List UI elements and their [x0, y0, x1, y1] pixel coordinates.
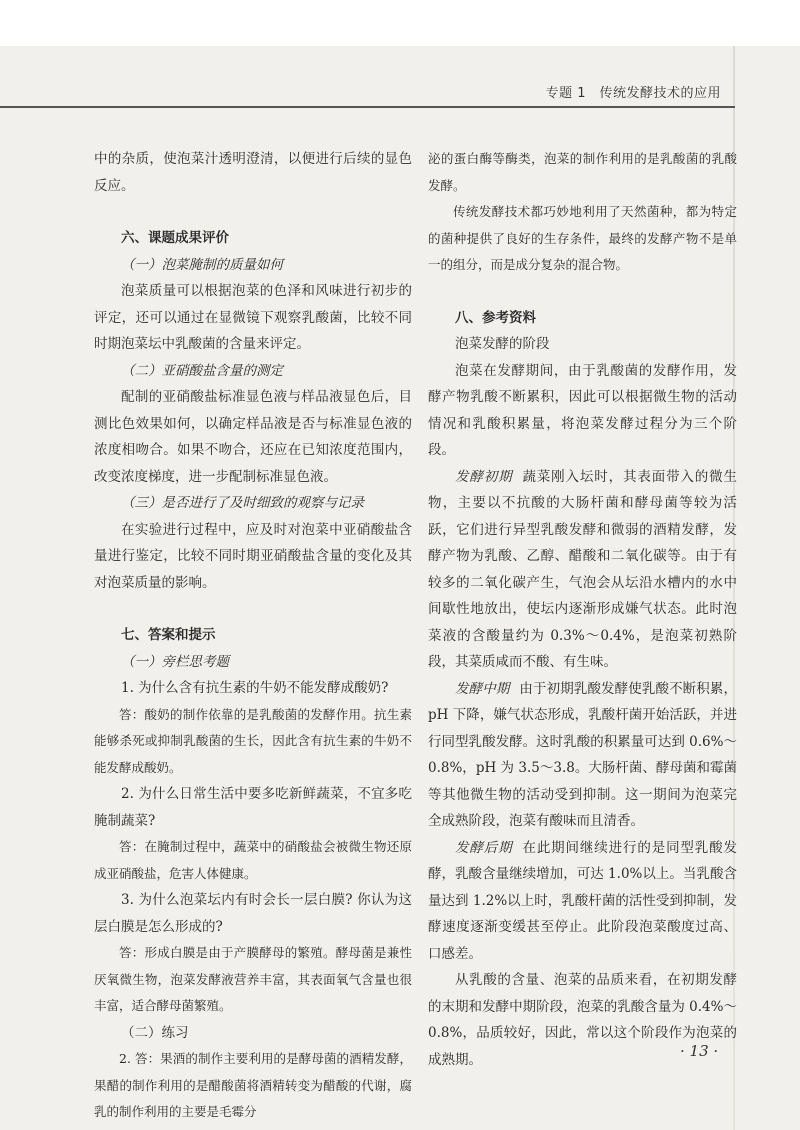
- header-title: 专题 1 传统发酵技术的应用: [545, 86, 721, 101]
- reference-title: 泡菜发酵的阶段: [455, 336, 550, 352]
- answer-1: 答：酸奶的制作依靠的是乳酸菌的发酵作用。抗生素能够杀死或抑制乳酸菌的生长，因此含有抗生素的牛奶不能发酵成酸奶。: [94, 706, 412, 775]
- stage-1-text: 蔬菜刚入坛时，其表面带入的微生物，主要以不抗酸的大肠杆菌和酵母菌等较为活跃，它们进行异型乳酸发酵和微弱的酒精发酵，发酵产物为乳酸、乙醇、醋酸和二氧化碳等。由于有较多的二氧化碳产生，气泡会从坛沿水槽内的水中间歇性地放出，使坛内逐渐形成嫌气状态。此时泡菜液的含酸量约为 0.3%～0.4%，是泡菜初熟阶段，其菜质咸而不酸、有生味。: [428, 468, 738, 670]
- question-3: 3. 为什么泡菜坛内有时会长一层白膜? 你认为这层白膜是怎么形成的?: [94, 892, 412, 935]
- subsection-6-1-heading: （一）泡菜腌制的质量如何: [121, 256, 283, 273]
- subsection-6-2-heading: （二）亚硝酸盐含量的测定: [121, 362, 283, 379]
- question-2: 2. 为什么日常生活中要多吃新鲜蔬菜，不宜多吃腌制蔬菜?: [94, 786, 412, 829]
- traditional-fermentation-paragraph: 传统发酵技术都巧妙地利用了天然菌种，都为特定的菌种提供了良好的生存条件，最终的发酵产物不是单一的组分，而是成分复杂的混合物。: [428, 204, 737, 272]
- header-rule: [0, 106, 735, 108]
- section-7-heading: 七、答案和提示: [121, 627, 216, 643]
- stage-2-keyword: 发酵中期: [455, 680, 510, 697]
- reference-intro: 泡菜在发酵期间，由于乳酸菌的发酵作用，发酵产物乳酸不断累积，因此可以根据微生物的活动情况和乳酸积累量，将泡菜发酵过程分为三个阶段。: [428, 362, 737, 458]
- stage-2-paragraph: [428, 676, 737, 835]
- stage-2-text: 由于初期乳酸发酵使乳酸不断积累，pH 下降，嫌气状态形成，乳酸杆菌开始活跃，并进行同型乳酸发酵。这时乳酸的积累量可达到 0.6%～0.8%，pH 为 3.5～3.8。大肠杆菌、酵母菌和霉菌等其他微生物的活动受到抑制。这一期间为泡菜完全成熟阶段，泡菜有酸味而且清香。: [428, 680, 738, 829]
- stage-3-paragraph: [428, 835, 737, 968]
- stage-1-keyword: 发酵初期: [455, 468, 513, 485]
- section-6-heading: 六、课题成果评价: [121, 230, 229, 246]
- exercise-2-answer: 2. 答：果酒的制作主要利用的是酵母菌的酒精发酵，果醋的制作利用的是醋酸菌将酒精转变为醋酸的代谢，腐乳的制作利用的主要是毛霉分: [94, 1051, 412, 1119]
- stage-3-keyword: 发酵后期: [455, 839, 513, 856]
- right-column: [428, 146, 737, 1073]
- subsection-6-3-text: 在实验进行过程中，应及时对泡菜中亚硝酸盐含量进行鉴定，比较不同时期亚硝酸盐含量的变化及其对泡菜质量的影响。: [94, 521, 412, 591]
- continued-paragraph-right: 泌的蛋白酶等酶类，泡菜的制作利用的是乳酸菌的乳酸发酵。: [428, 151, 737, 193]
- section-8-heading: 八、参考资料: [455, 309, 536, 326]
- answer-2: 答：在腌制过程中，蔬菜中的硝酸盐会被微生物还原成亚硝酸盐，危害人体健康。: [94, 839, 412, 881]
- subsection-6-2-text: 配制的亚硝酸盐标准显色液与样品液显色后，目测比色效果如何，以确定样品液是否与标准显色液的浓度相吻合。如果不吻合，还应在已知浓度范围内，改变浓度梯度，进一步配制标准显色液。: [94, 389, 412, 485]
- subsection-7-1-heading: （一）旁栏思考题: [121, 653, 229, 670]
- question-1: 1. 为什么含有抗生素的牛奶不能发酵成酸奶?: [121, 680, 389, 696]
- page-number: · 13 ·: [680, 1042, 719, 1060]
- left-column: [94, 146, 412, 1126]
- stage-1-paragraph: [428, 464, 737, 676]
- stage-3-text: 在此期间继续进行的是同型乳酸发酵，乳酸含量继续增加，可达 1.0%以上。当乳酸含量达到 1.2%以上时，乳酸杆菌的活性受到抑制，发酵速度逐渐变缓甚至停止。此阶段泡菜酸度过高、口感差。: [428, 839, 738, 962]
- conclusion-paragraph: 从乳酸的含量、泡菜的品质来看，在初期发酵的末期和发酵中期阶段，泡菜的乳酸含量为 0.4%～0.8%，品质较好，因此，常以这个阶段作为泡菜的成熟期。: [428, 972, 737, 1068]
- running-header: [0, 78, 735, 108]
- subsection-7-2-heading: （二）练习: [121, 1024, 189, 1041]
- answer-3: 答：形成白膜是由于产膜酵母的繁殖。酵母菌是兼性厌氧微生物，泡菜发酵液营养丰富，其表面氧气含量也很丰富，适合酵母菌繁殖。: [94, 945, 412, 1013]
- continued-paragraph: 中的杂质，使泡菜汁透明澄清，以便进行后续的显色反应。: [94, 151, 412, 194]
- subsection-6-3-heading: （三）是否进行了及时细致的观察与记录: [121, 495, 364, 511]
- subsection-6-1-text: 泡菜质量可以根据泡菜的色泽和风味进行初步的评定，还可以通过在显微镜下观察乳酸菌，比较不同时期泡菜坛中乳酸菌的含量来评定。: [94, 283, 412, 352]
